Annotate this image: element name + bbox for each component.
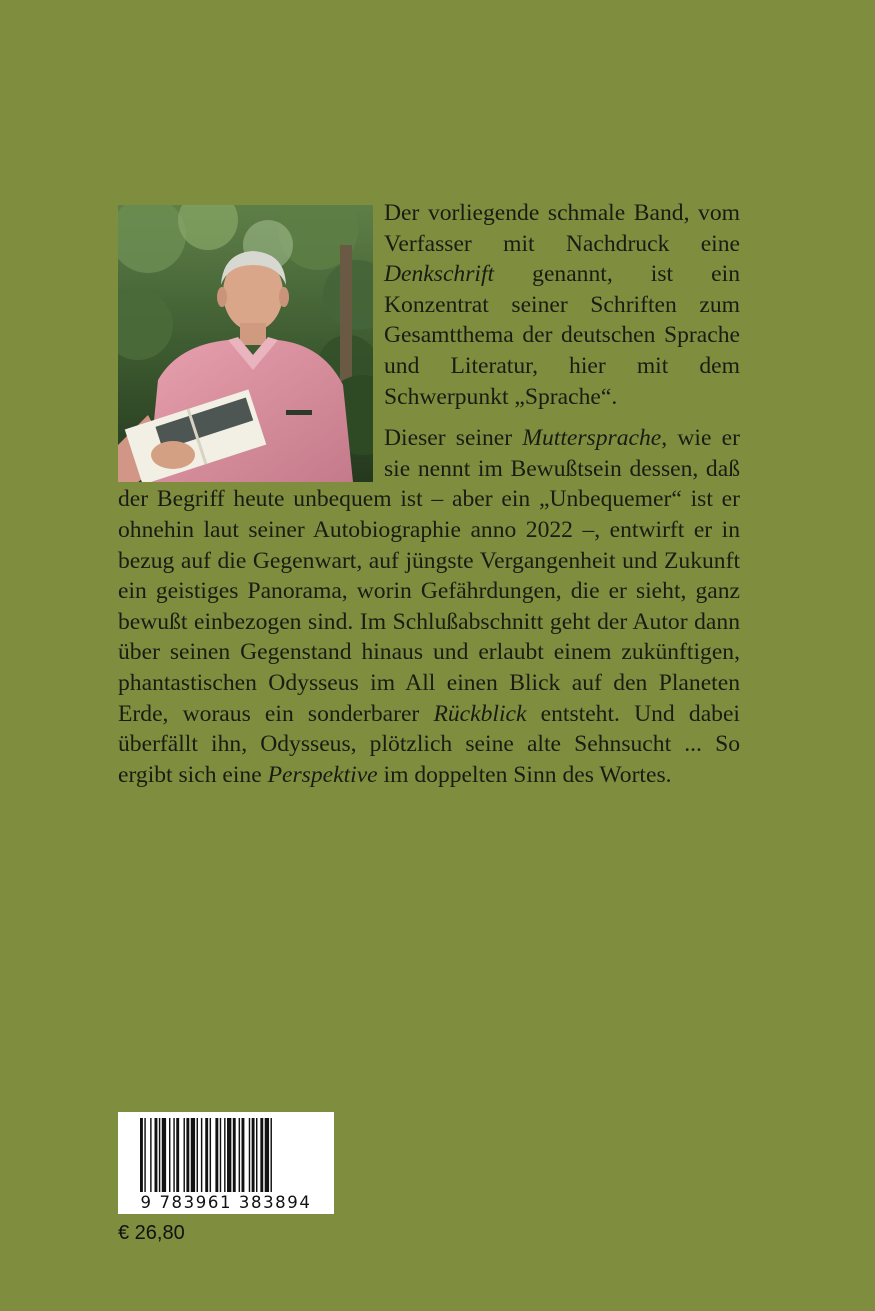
blurb-paragraph-1: Der vorliegende schmale Band, vom Verfasser mit Nachdruck eine Denkschrift genannt, ist ein Konzentrat seiner Schriften zum Gesamtthema der deutschen Sprache und Literatur, hier mit dem Schwerpunkt „Sprache“. xyxy=(384,200,740,410)
blurb-paragraph-2: Dieser seiner Muttersprache, wie er sie nennt im Bewußtsein dessen, daß der Begriff heute unbequem ist – aber ein „Unbequemer“ ist er ohnehin laut seiner Autobiographie anno 2022 –, entwirft er in bezug auf die Gegenwart, auf jüngste Vergangenheit und Zukunft ein geistiges Panorama, worin Gefährdungen, die er sieht, ganz bewußt einbezogen sind. Im Schlußabschnitt geht der Autor dann über seinen Gegenstand hinaus und erlaubt einem zukünftigen, phantastischen Odysseus im All einen Blick auf den Planeten Erde, woraus ein sonderbarer Rückblick entsteht. Und dabei überfällt ihn, Odysseus, plötzlich seine alte Sehnsucht ... So ergibt sich eine Perspektive im doppelten Sinn des Wortes. xyxy=(118,425,740,788)
isbn-digits: 9 783961 383894 xyxy=(140,1193,312,1212)
blurb-text xyxy=(118,198,740,790)
price-label: € 26,80 xyxy=(118,1222,185,1244)
isbn-barcode xyxy=(118,1112,334,1214)
